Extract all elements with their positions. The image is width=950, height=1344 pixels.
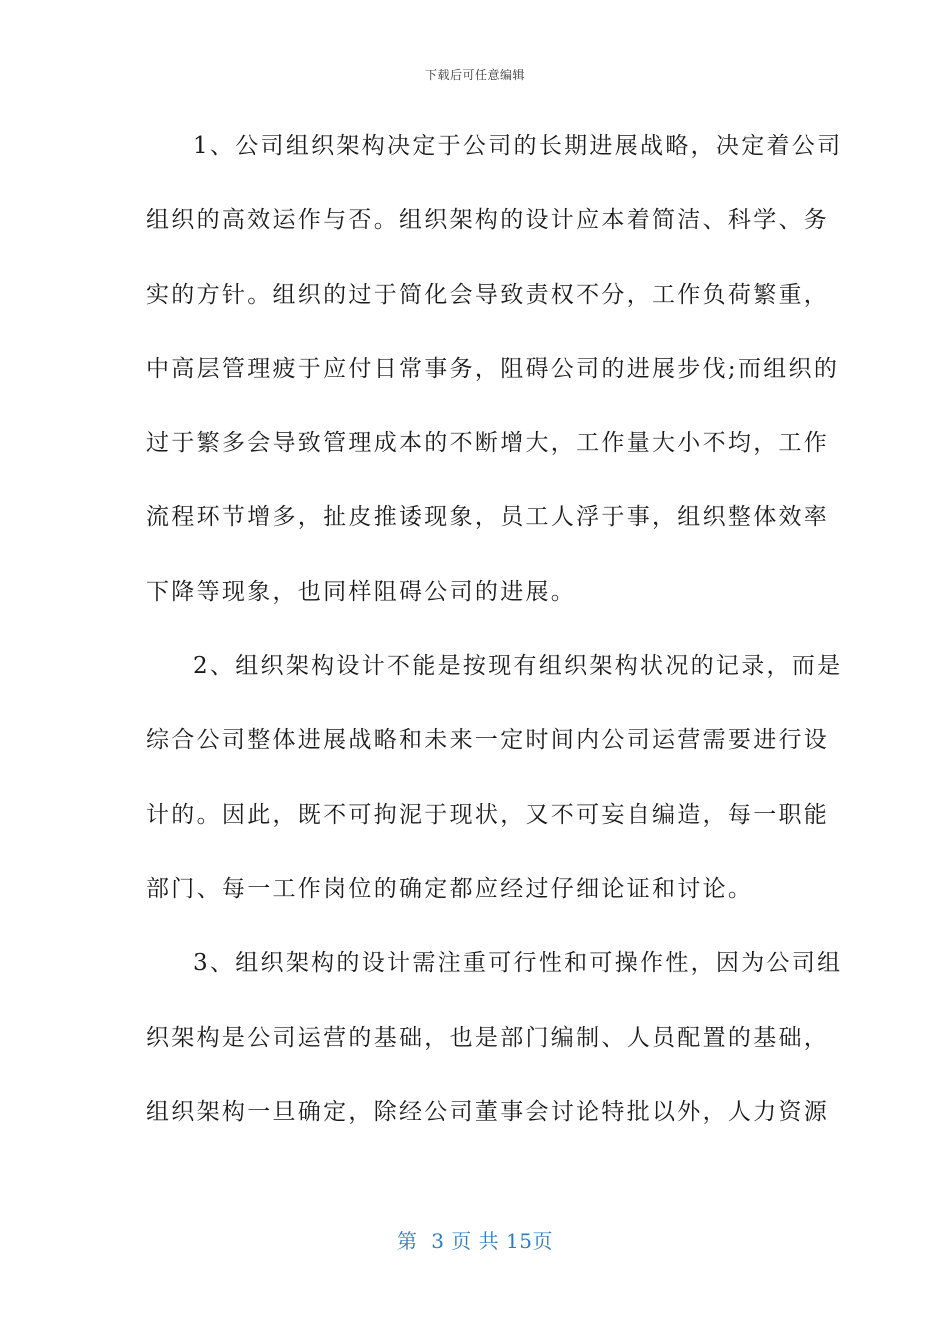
paragraph-3-line-1: 3、组织架构的设计需注重可行性和可操作性，因为公司组	[193, 950, 843, 977]
paragraph-2-line-3: 计的。因此，既不可拘泥于现状，又不可妄自编造，每一职能	[146, 801, 830, 828]
document-body	[146, 124, 843, 1164]
paragraph-3-line-2: 织架构是公司运营的基础，也是部门编制、人员配置的基础，	[146, 1024, 830, 1051]
paragraph-1-line-7: 下降等现象，也同样阻碍公司的进展。	[146, 578, 577, 605]
paragraph-2-line-4: 部门、每一工作岗位的确定都应经过仔细论证和讨论。	[146, 875, 754, 902]
page-number-footer	[0, 1225, 950, 1254]
page-header-note: 下载后可任意编辑	[424, 68, 525, 82]
paragraph-1-line-6: 流程环节增多，扯皮推诿现象，员工人浮于事，组织整体效率	[146, 504, 830, 531]
paragraph-1-line-4: 中高层管理疲于应付日常事务，阻碍公司的进展步伐;而组织的	[146, 355, 840, 382]
paragraph-1-line-2: 组织的高效运作与否。组织架构的设计应本着简洁、科学、务	[146, 207, 830, 234]
paragraph-1-line-3: 实的方针。组织的过于简化会导致责权不分，工作负荷繁重，	[146, 281, 830, 308]
paragraph-2-line-2: 综合公司整体进展战略和未来一定时间内公司运营需要进行设	[146, 727, 830, 754]
paragraph-2-line-1: 2、组织架构设计不能是按现有组织架构状况的记录，而是	[193, 653, 843, 680]
paragraph-1-line-5: 过于繁多会导致管理成本的不断增大，工作量大小不均，工作	[146, 430, 830, 457]
paragraph-3-line-3: 组织架构一旦确定，除经公司董事会讨论特批以外，人力资源	[146, 1098, 830, 1125]
paragraph-1-line-1: 1、公司组织架构决定于公司的长期进展战略，决定着公司	[193, 133, 843, 159]
page-number-label: 第 3 页 共 15页	[397, 1229, 553, 1253]
